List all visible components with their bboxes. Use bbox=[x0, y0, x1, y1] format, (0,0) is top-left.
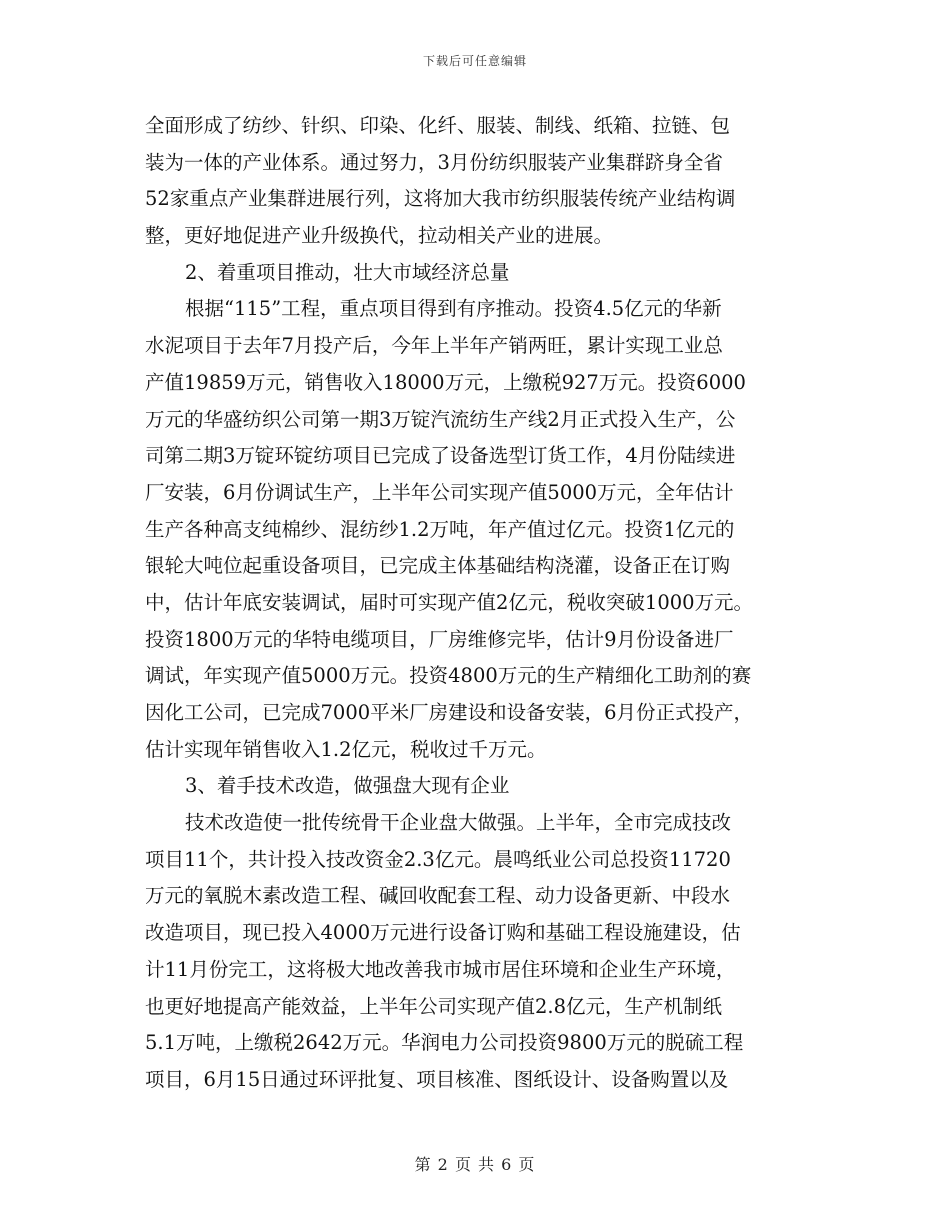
page-number-footer: 第 2 页 共 6 页 bbox=[414, 1155, 536, 1174]
text-line: 项目，6月15日通过环评批复、项目核准、图纸设计、设备购置以及 bbox=[145, 1067, 729, 1091]
text-line: 生产各种高支纯棉纱、混纺纱1.2万吨，年产值过亿元。投资1亿元的 bbox=[145, 517, 735, 541]
text-line: 万元的氧脱木素改造工程、碱回收配套工程、动力设备更新、中段水 bbox=[145, 884, 731, 908]
text-line: 根据“115”工程，重点项目得到有序推动。投资4.5亿元的华新 bbox=[185, 297, 722, 321]
text-line: 银轮大吨位起重设备项目，已完成主体基础结构浇灌，设备正在订购 bbox=[145, 554, 731, 578]
text-line: 也更好地提高产能效益，上半年公司实现产值2.8亿元，生产机制纸 bbox=[145, 994, 723, 1018]
text-line: 计11月份完工，这将极大地改善我市城市居住环境和企业生产环境， bbox=[145, 957, 736, 981]
document-body bbox=[145, 108, 805, 1099]
text-line: 技术改造使一批传统骨干企业盘大做强。上半年，全市完成技改 bbox=[185, 811, 732, 835]
text-line: 52家重点产业集群进展行列，这将加大我市纺织服装传统产业结构调 bbox=[145, 187, 736, 211]
text-line: 2、着重项目推动，壮大市域经济总量 bbox=[185, 260, 510, 284]
text-line: 调试，年实现产值5000万元。投资4800万元的生产精细化工助剂的赛 bbox=[145, 664, 752, 688]
text-line: 整，更好地促进产业升级换代，拉动相关产业的进展。 bbox=[145, 224, 614, 248]
text-line: 投资1800万元的华特电缆项目，厂房维修完毕，估计9月份设备进厂 bbox=[145, 627, 734, 651]
text-line: 万元的华盛纺织公司第一期3万锭汽流纺生产线2月正式投入生产，公 bbox=[145, 407, 736, 431]
text-line: 3、着手技术改造，做强盘大现有企业 bbox=[185, 774, 510, 798]
text-line: 水泥项目于去年7月投产后，今年上半年产销两旺，累计实现工业总 bbox=[145, 334, 723, 358]
text-line: 项目11个，共计投入技改资金2.3亿元。晨鸣纸业公司总投资11720 bbox=[145, 847, 731, 871]
text-line: 因化工公司，已完成7000平米厂房建设和设备安装，6月份正式投产， bbox=[145, 701, 754, 724]
text-line: 司第二期3万锭环锭纺项目已完成了设备选型订货工作，4月份陆续进 bbox=[145, 444, 736, 468]
text-line: 5.1万吨，上缴税2642万元。华润电力公司投资9800万元的脱硫工程 bbox=[145, 1031, 744, 1055]
text-line: 估计实现年销售收入1.2亿元，税收过千万元。 bbox=[145, 737, 547, 761]
text-line: 中，估计年底安装调试，届时可实现产值2亿元，税收突破1000万元。 bbox=[145, 590, 754, 614]
text-line: 产值19859万元，销售收入18000万元，上缴税927万元。投资6000 bbox=[145, 370, 746, 394]
text-line: 改造项目，现已投入4000万元进行设备订购和基础工程设施建设，估 bbox=[145, 921, 741, 945]
text-line: 装为一体的产业体系。通过努力，3月份纺织服装产业集群跻身全省 bbox=[145, 150, 723, 174]
text-line: 厂安装，6月份调试生产，上半年公司实现产值5000万元，全年估计 bbox=[145, 480, 734, 504]
text-line: 全面形成了纺纱、针织、印染、化纤、服装、制线、纸箱、拉链、包 bbox=[145, 114, 731, 137]
page-header: 下载后可任意编辑 bbox=[422, 54, 527, 68]
